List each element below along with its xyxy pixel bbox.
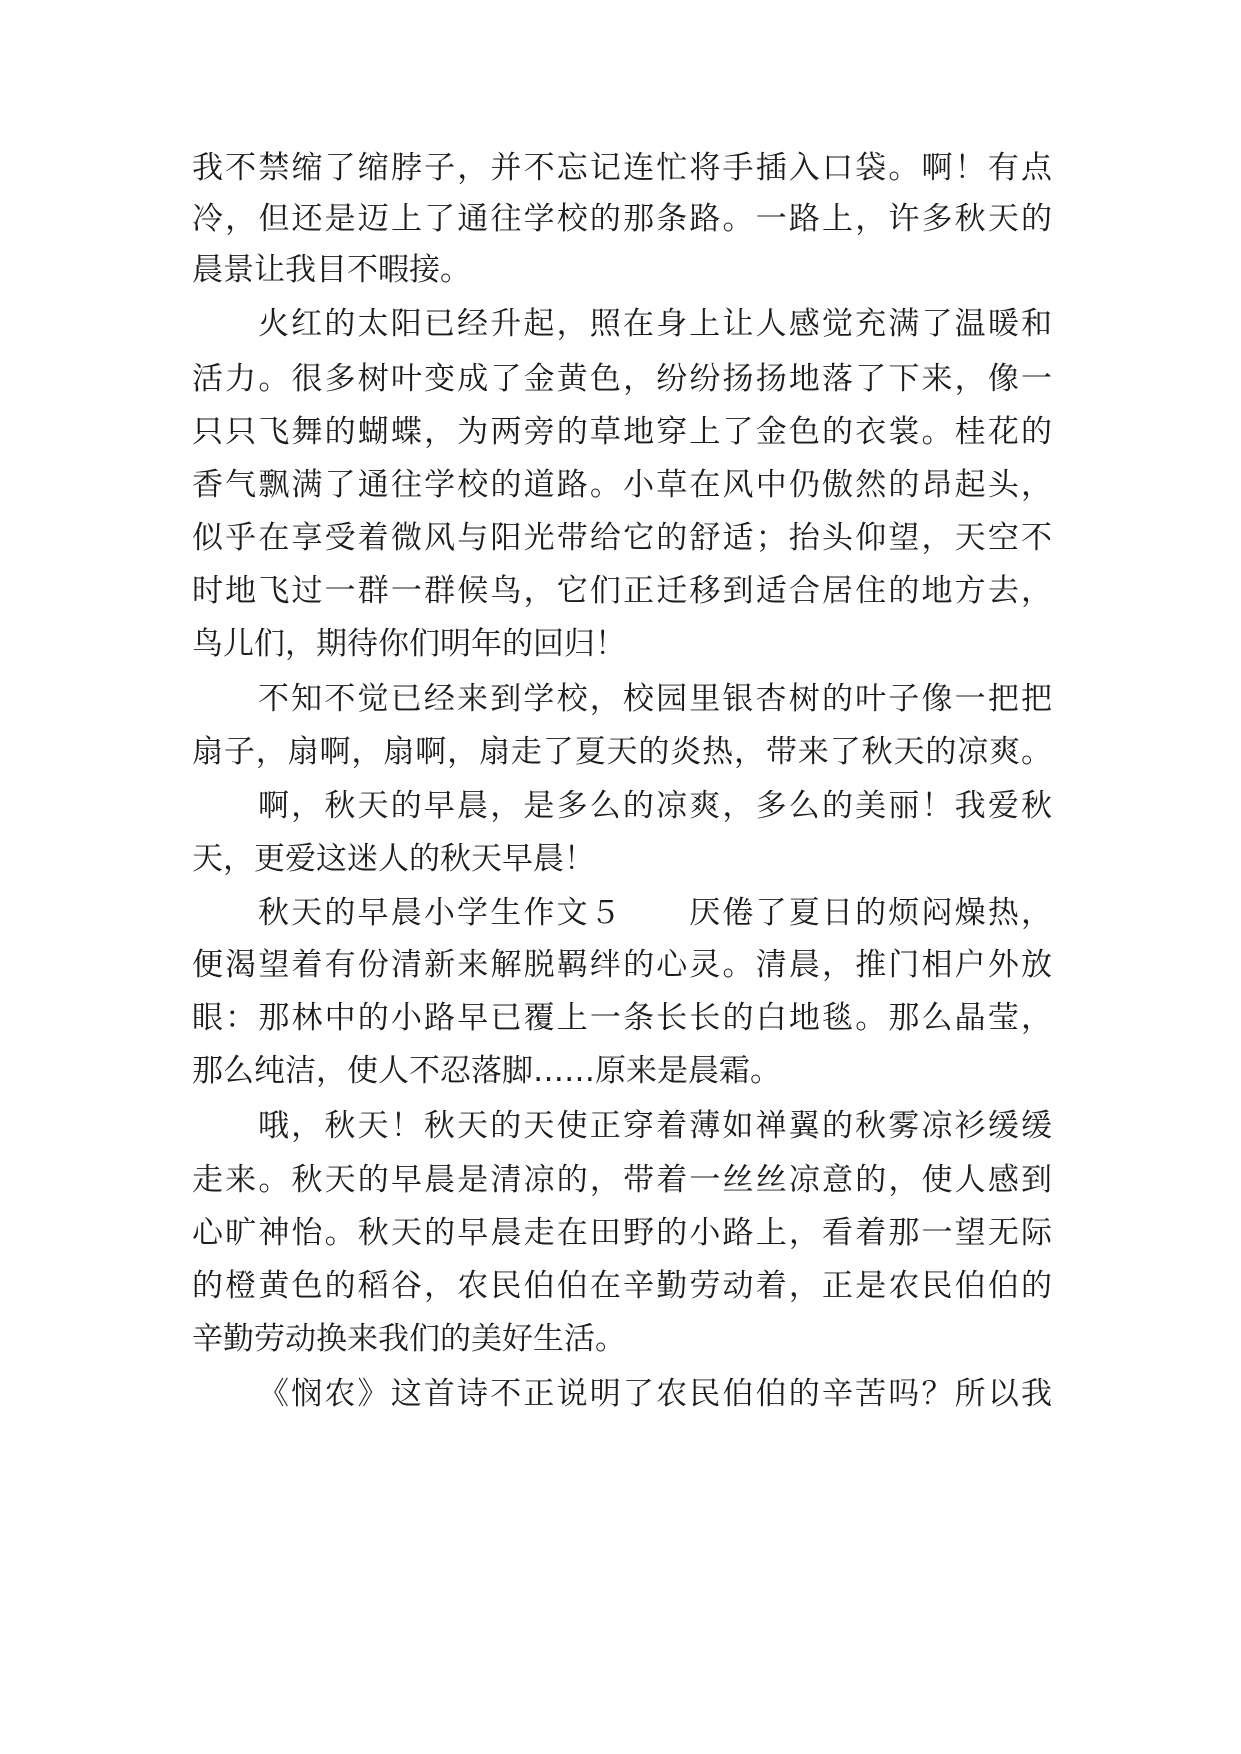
text-line: 鸟儿们，期待你们明年的回归！: [192, 626, 626, 662]
text-line: 我不禁缩了缩脖子，并不忘记连忙将手插入口袋。啊！有点: [192, 150, 1052, 186]
text-line: 秋天的早晨小学生作文５ 厌倦了夏日的烦闷燥热，: [258, 895, 1052, 931]
text-line: 辛勤劳动换来我们的美好生活。: [192, 1321, 626, 1357]
text-line: 走来。秋天的早晨是清凉的，带着一丝丝凉意的，使人感到: [192, 1162, 1052, 1198]
text-line: 哦，秋天！秋天的天使正穿着薄如禅翼的秋雾凉衫缓缓: [258, 1108, 1052, 1144]
text-line: 扇子，扇啊，扇啊，扇走了夏天的炎热，带来了秋天的凉爽。: [192, 734, 1052, 770]
text-line: 心旷神怡。秋天的早晨走在田野的小路上，看着那一望无际: [192, 1215, 1052, 1251]
text-line: 只只飞舞的蝴蝶，为两旁的草地穿上了金色的衣裳。桂花的: [192, 414, 1052, 450]
text-line: 不知不觉已经来到学校，校园里银杏树的叶子像一把把: [258, 681, 1052, 717]
text-line: 香气飘满了通往学校的道路。小草在风中仍傲然的昂起头，: [192, 467, 1052, 503]
text-line: 似乎在享受着微风与阳光带给它的舒适；抬头仰望，天空不: [192, 520, 1052, 556]
text-line: 的橙黄色的稻谷，农民伯伯在辛勤劳动着，正是农民伯伯的: [192, 1268, 1052, 1304]
text-line: 时地飞过一群一群候鸟，它们正迁移到适合居住的地方去，: [192, 573, 1052, 609]
text-line: 《悯农》这首诗不正说明了农民伯伯的辛苦吗？所以我: [258, 1376, 1052, 1412]
text-line: 那么纯洁，使人不忍落脚……原来是晨霜。: [192, 1053, 781, 1089]
text-line: 活力。很多树叶变成了金黄色，纷纷扬扬地落了下来，像一: [192, 361, 1052, 397]
text-line: 火红的太阳已经升起，照在身上让人感觉充满了温暖和: [258, 306, 1052, 342]
text-line: 便渴望着有份清新来解脱羁绊的心灵。清晨，推门相户外放: [192, 947, 1052, 983]
text-line: 晨景让我目不暇接。: [192, 252, 471, 288]
text-line: 冷，但还是迈上了通往学校的那条路。一路上，许多秋天的: [192, 201, 1052, 237]
text-line: 眼：那林中的小路早已覆上一条长长的白地毯。那么晶莹，: [192, 1000, 1052, 1036]
text-line: 啊，秋天的早晨，是多么的凉爽，多么的美丽！我爱秋: [258, 788, 1052, 824]
text-line: 天，更爱这迷人的秋天早晨！: [192, 841, 595, 877]
